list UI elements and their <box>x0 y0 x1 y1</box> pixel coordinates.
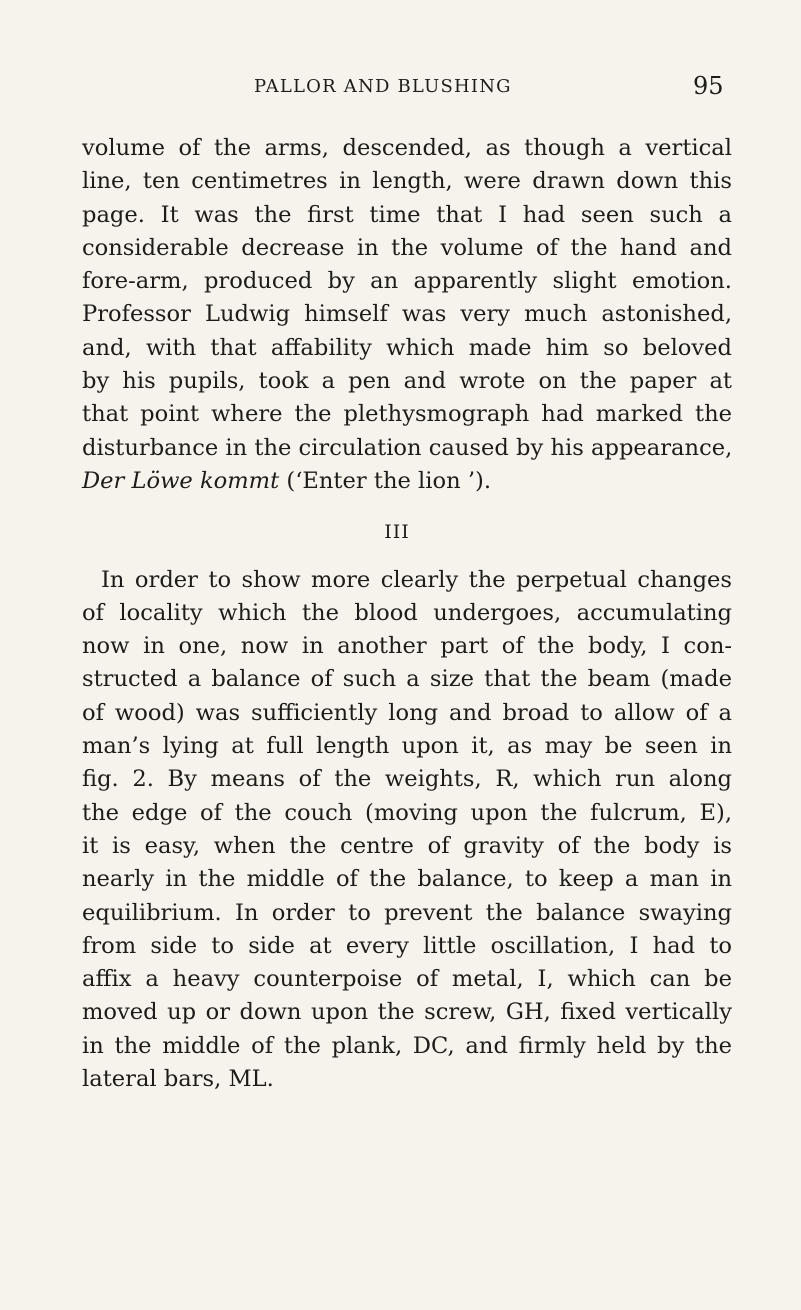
text-line: equilibrium. In order to prevent the balance swaying <box>82 899 732 926</box>
text-line: that point where the plethysmograph had marked the <box>82 401 732 428</box>
text-line: considerable decrease in the volume of the hand and <box>82 234 732 261</box>
text-line: and, with that affability which made him so beloved <box>82 334 732 361</box>
text-line: from side to side at every little oscillation, I had to <box>82 932 732 959</box>
text-line: volume of the arms, descended, as though a vertical <box>82 135 732 161</box>
text-line: nearly in the middle of the balance, to keep a man in <box>82 866 732 893</box>
text-line: affix a heavy counterpoise of metal, I, which can be <box>82 966 732 993</box>
text-line: the edge of the couch (moving upon the fulcrum, E), <box>82 799 732 826</box>
italic-phrase: Der Löwe kommt <box>82 467 280 494</box>
text-line: of wood) was sufficiently long and broad to allow of a <box>82 699 732 726</box>
text-line: of locality which the blood undergoes, accumulating <box>82 599 732 626</box>
text-line-last: lateral bars, ML. <box>82 1066 274 1093</box>
text-line: Professor Ludwig himself was very much astonished, <box>82 301 732 328</box>
section-heading: III <box>384 521 410 544</box>
text-line: line, ten centimetres in length, were drawn down this <box>82 168 732 195</box>
text-line: in the middle of the plank, DC, and firmly held by the <box>82 1032 732 1059</box>
text-line: page. It was the first time that I had seen such a <box>82 201 732 228</box>
paragraph-1 <box>82 132 732 498</box>
text-line-last <box>82 465 732 498</box>
text-line: fore-arm, produced by an apparently slight emotion. <box>82 268 732 295</box>
text-line: now in one, now in another part of the body, I con- <box>82 633 732 660</box>
text-line: man’s lying at full length upon it, as may be seen in <box>82 733 732 760</box>
body-text <box>82 132 732 1096</box>
text-fragment: (‘Enter the lion ’). <box>279 467 492 494</box>
paragraph-2 <box>82 564 732 1097</box>
text-line: moved up or down upon the screw, GH, fixed vertically <box>82 999 732 1026</box>
text-line: fig. 2. By means of the weights, R, which run along <box>82 766 732 793</box>
text-line: by his pupils, took a pen and wrote on the paper at <box>82 368 732 395</box>
text-line: structed a balance of such a size that the beam (made <box>82 666 732 693</box>
running-header <box>0 72 801 102</box>
text-line: disturbance in the circulation caused by his appearance, <box>82 434 733 461</box>
text-line: it is easy, when the centre of gravity of the body is <box>82 832 732 859</box>
running-title: PALLOR AND BLUSHING <box>254 76 512 97</box>
page-number: 95 <box>693 72 724 100</box>
text-line: In order to show more clearly the perpetual changes <box>101 566 732 593</box>
